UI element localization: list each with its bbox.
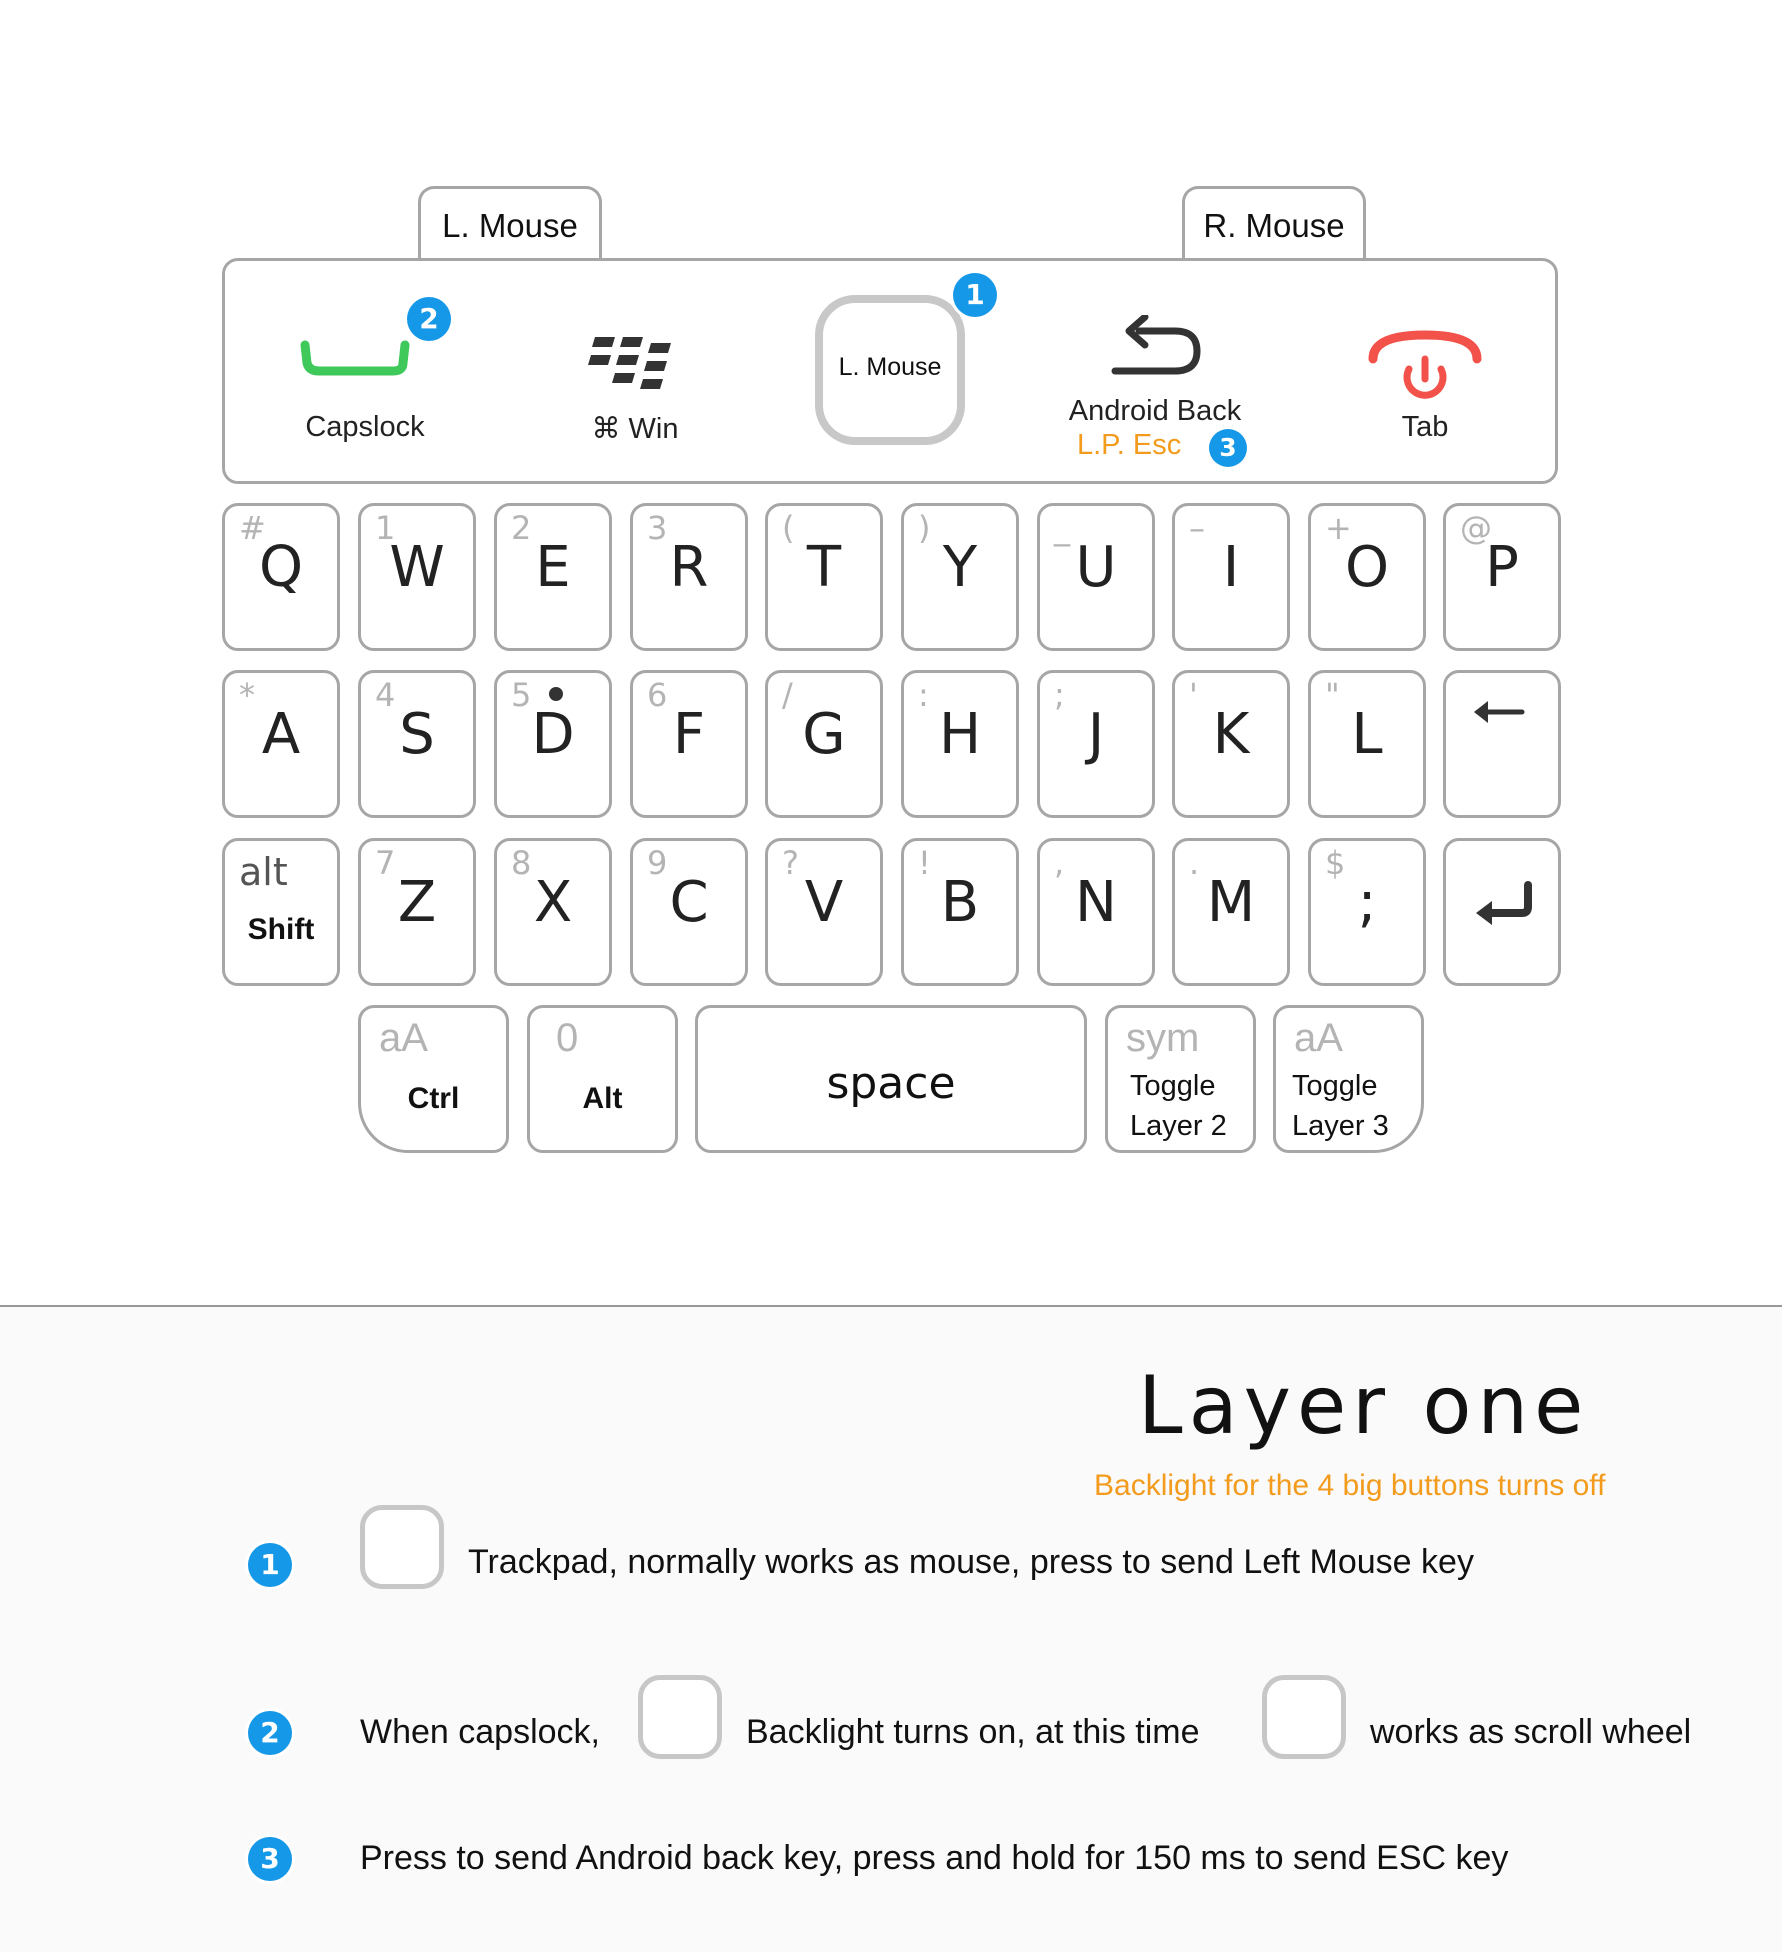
key-v[interactable]: ? V (765, 838, 883, 986)
key-h[interactable]: : H (901, 670, 1019, 818)
win-key[interactable] (535, 291, 735, 461)
tab-key[interactable] (1325, 291, 1525, 461)
legend-badge-2: 2 (248, 1711, 292, 1755)
enter-arrow-icon (1470, 881, 1540, 931)
key-o[interactable]: + O (1308, 503, 1426, 651)
key-alt[interactable]: 0 Alt (527, 1005, 678, 1153)
key-e[interactable]: 2 E (494, 503, 612, 651)
key-r[interactable]: 3 R (630, 503, 748, 651)
key-enter[interactable] (1443, 838, 1561, 986)
key-c[interactable]: 9 C (630, 838, 748, 986)
key-q[interactable]: # Q (222, 503, 340, 651)
key-space[interactable]: space (695, 1005, 1087, 1153)
key-u[interactable]: _ U (1037, 503, 1155, 651)
key-semicolon[interactable]: $ ; (1308, 838, 1426, 986)
trackpad-symbol-icon (1262, 1675, 1346, 1759)
trackpad[interactable] (815, 295, 965, 445)
key-g[interactable]: / G (765, 670, 883, 818)
trackpad-label: L. Mouse (838, 353, 942, 381)
legend-badge-1: 1 (248, 1543, 292, 1587)
function-row-panel (222, 258, 1558, 484)
legend-badge-3: 3 (248, 1837, 292, 1881)
backspace-arrow-icon (1468, 697, 1528, 727)
key-toggle-layer-2[interactable]: sym Toggle Layer 2 (1105, 1005, 1256, 1153)
end-call-power-icon (1365, 325, 1485, 405)
android-back-label: Android Back (1068, 395, 1242, 427)
key-k[interactable]: ' K (1172, 670, 1290, 818)
trackpad-symbol-icon (638, 1675, 722, 1759)
back-arrow-icon (1105, 315, 1205, 385)
call-answer-icon (297, 331, 417, 391)
key-x[interactable]: 8 X (494, 838, 612, 986)
legend-text-3: Press to send Android back key, press and hold for 150 ms to send ESC key (360, 1839, 1509, 1877)
key-p[interactable]: @ P (1443, 503, 1561, 651)
capslock-key[interactable] (265, 291, 465, 461)
key-j[interactable]: ; J (1037, 670, 1155, 818)
right-mouse-tab-label: R. Mouse (1203, 207, 1345, 244)
key-f[interactable]: 6 F (630, 670, 748, 818)
key-z[interactable]: 7 Z (358, 838, 476, 986)
legend-panel (0, 1305, 1782, 1952)
trackpad-badge: 1 (953, 273, 997, 317)
key-toggle-layer-3[interactable]: aA Toggle Layer 3 (1273, 1005, 1424, 1153)
left-mouse-tab[interactable] (418, 186, 602, 266)
key-w[interactable]: 1 W (358, 503, 476, 651)
trackpad-symbol-icon (360, 1505, 444, 1589)
home-row-dot-icon (549, 687, 563, 701)
key-m[interactable]: . M (1172, 838, 1290, 986)
key-alt-shift[interactable]: alt Shift (222, 838, 340, 986)
left-mouse-tab-label: L. Mouse (442, 207, 578, 244)
key-t[interactable]: ( T (765, 503, 883, 651)
key-d[interactable]: 5 D (494, 670, 612, 818)
key-l[interactable]: " L (1308, 670, 1426, 818)
legend-text-2a: When capslock, (360, 1713, 600, 1751)
long-press-esc-label: L.P. Esc (1077, 429, 1182, 461)
capslock-badge: 2 (407, 297, 451, 341)
tab-label: Tab (1401, 411, 1449, 443)
win-label: ⌘ Win (591, 413, 679, 445)
key-n[interactable]: , N (1037, 838, 1155, 986)
right-mouse-tab[interactable] (1182, 186, 1366, 266)
legend-text-2c: works as scroll wheel (1370, 1713, 1692, 1751)
legend-text-1: Trackpad, normally works as mouse, press to send Left Mouse key (468, 1543, 1474, 1581)
key-ctrl[interactable]: aA Ctrl (358, 1005, 509, 1153)
android-back-badge: 3 (1209, 429, 1247, 467)
layer-title: Layer one (1138, 1359, 1590, 1452)
blackberry-logo-icon (587, 333, 683, 403)
capslock-label: Capslock (305, 411, 425, 443)
key-s[interactable]: 4 S (358, 670, 476, 818)
legend-text-2b: Backlight turns on, at this time (746, 1713, 1200, 1751)
key-a[interactable]: * A (222, 670, 340, 818)
key-b[interactable]: ! B (901, 838, 1019, 986)
key-y[interactable]: ) Y (901, 503, 1019, 651)
layer-subtitle: Backlight for the 4 big buttons turns off (1094, 1469, 1606, 1502)
key-backspace[interactable] (1443, 670, 1561, 818)
key-i[interactable]: – I (1172, 503, 1290, 651)
